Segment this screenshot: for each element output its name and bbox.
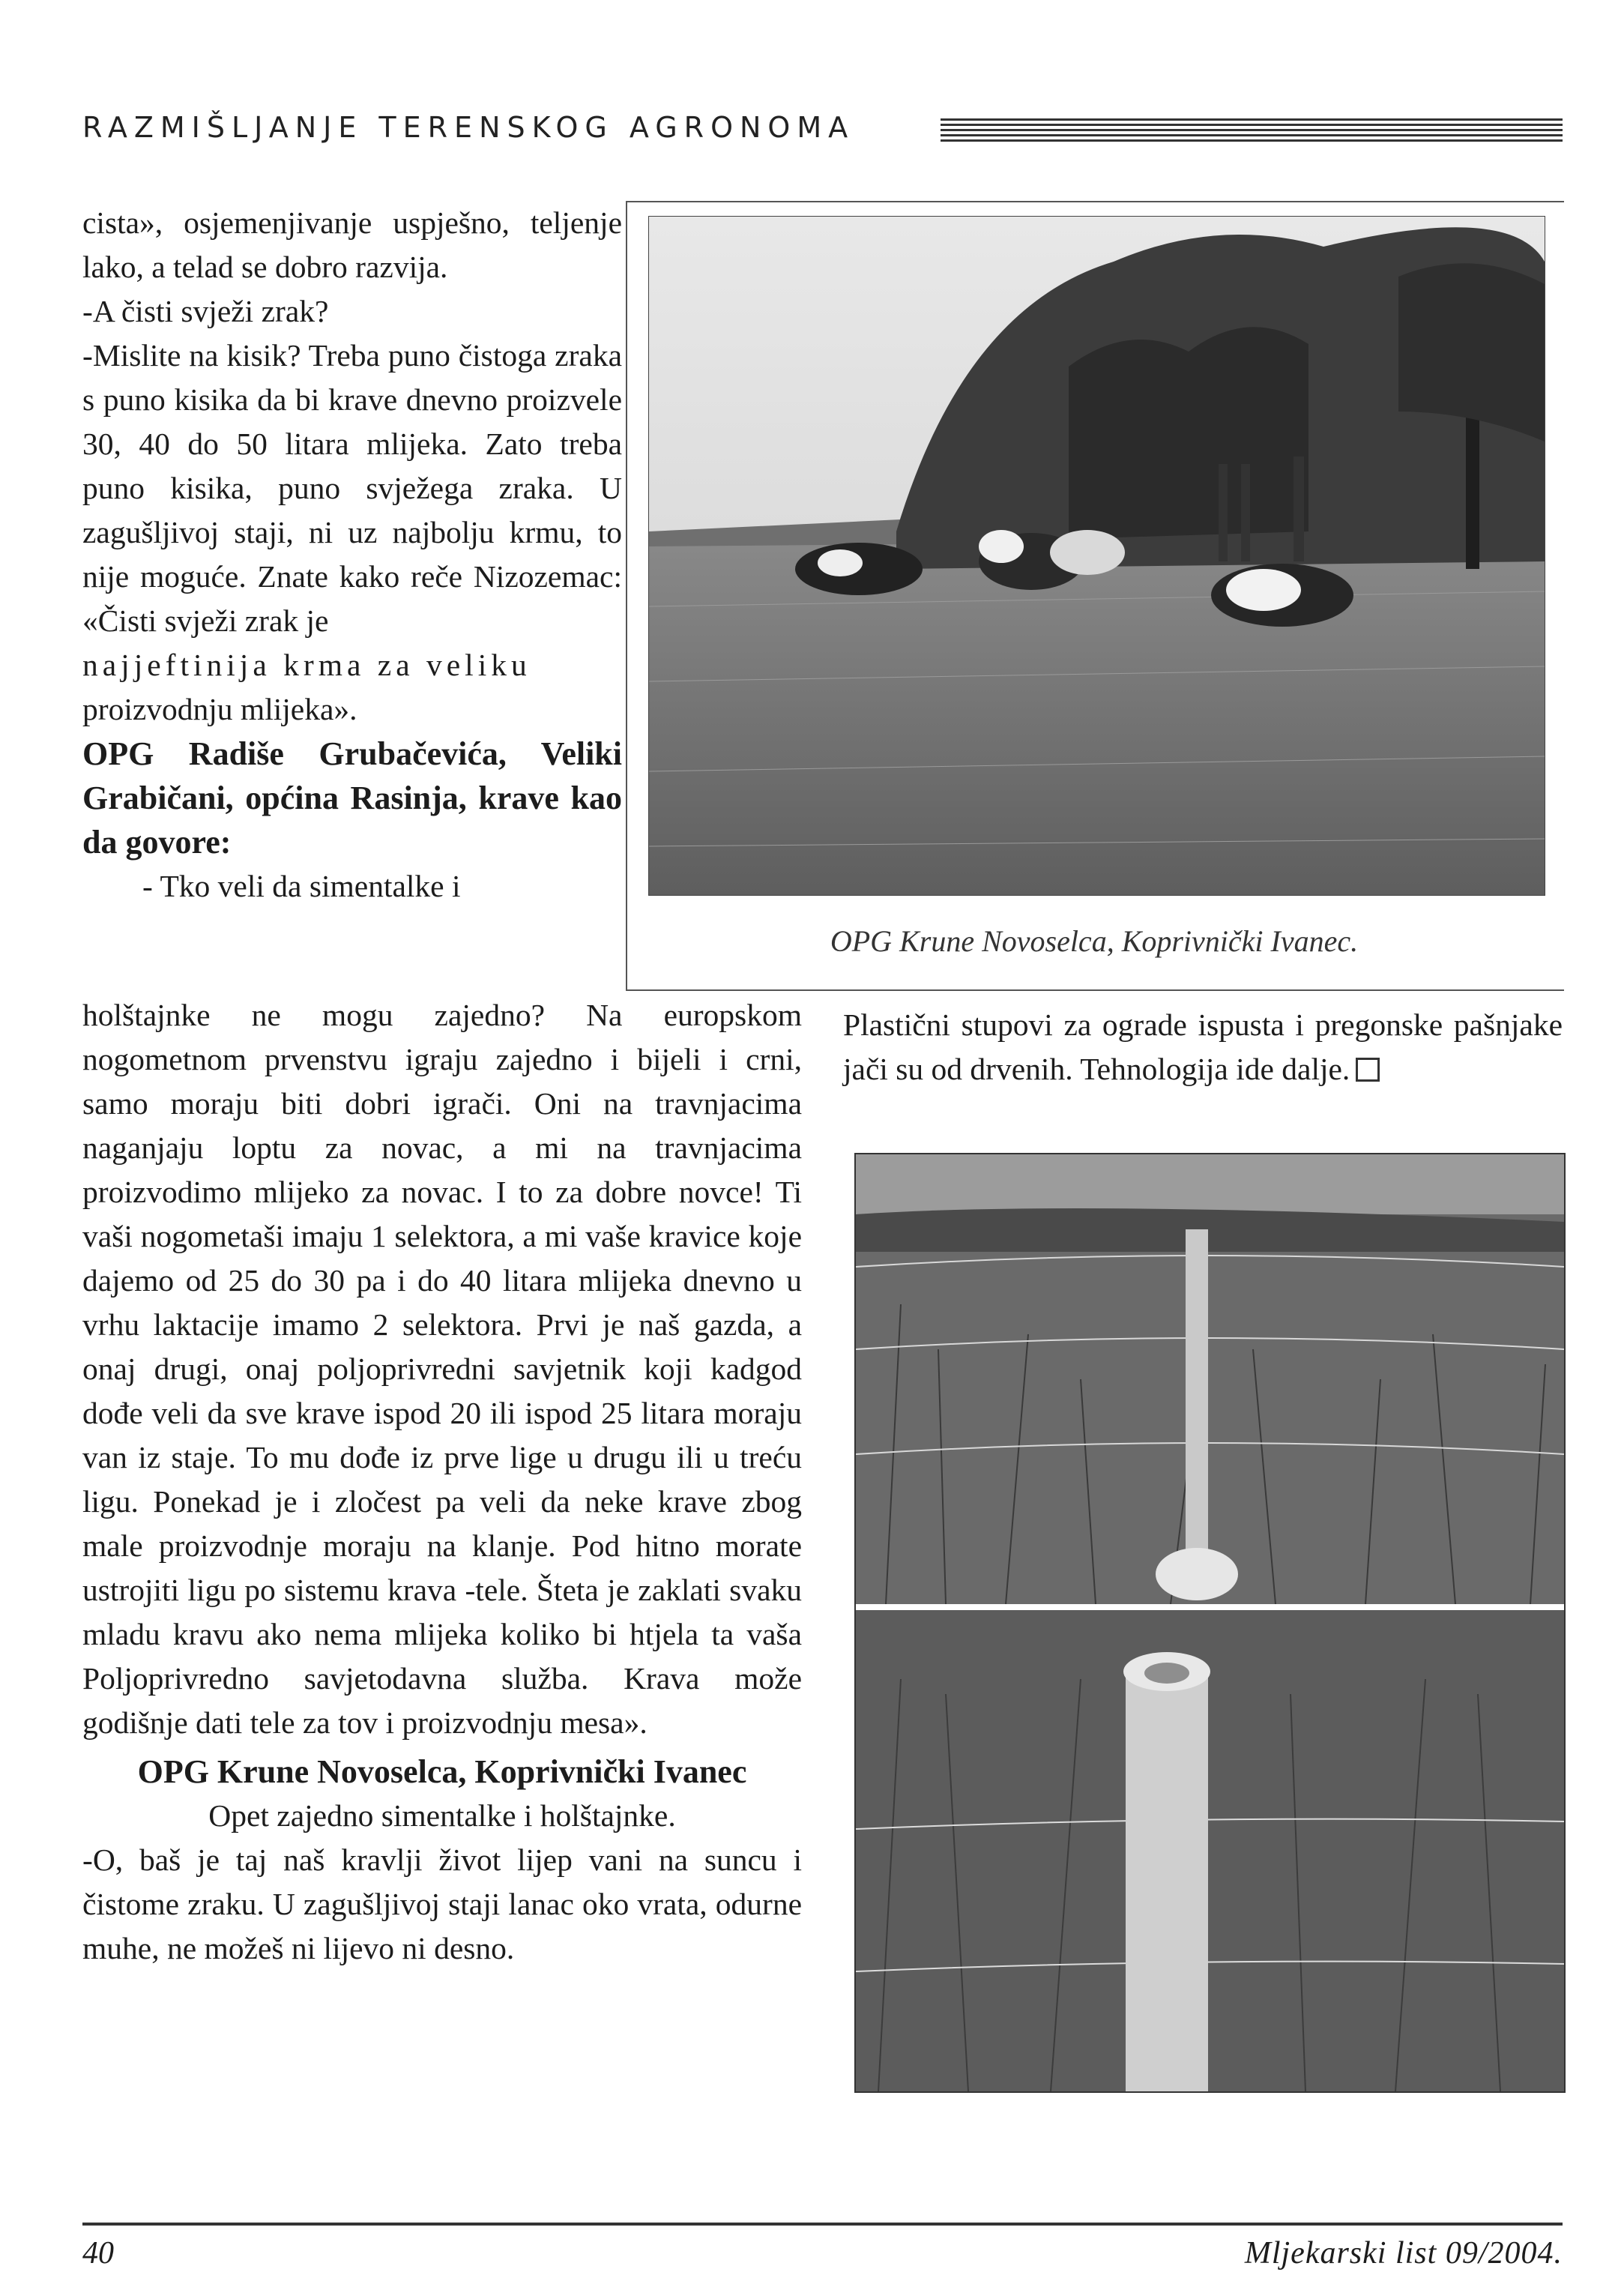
fence-posts-photo bbox=[854, 1153, 1566, 2093]
cows-pasture-photo bbox=[648, 216, 1545, 896]
footer-rule bbox=[82, 2223, 1563, 2226]
text-column-right bbox=[843, 1003, 1563, 1091]
figure-caption: OPG Krune Novoselca, Koprivnički Ivanec. bbox=[830, 924, 1359, 958]
section-heading: OPG Krune Novoselca, Koprivnički Ivanec bbox=[137, 1753, 747, 1790]
paragraph: Opet zajedno simentalke i holštajnke. bbox=[208, 1798, 676, 1833]
paragraph-text: Plastični stupovi za ograde ispusta i pregonske pašnjake jači su od drvenih. Tehnologija ide dalje. bbox=[843, 1007, 1563, 1086]
journal-issue: Mljekarski list 09/2004. bbox=[1244, 2236, 1563, 2271]
cows-pasture-image bbox=[649, 217, 1545, 895]
paragraph: -A čisti svježi zrak? bbox=[82, 294, 329, 328]
paragraph bbox=[843, 1003, 1563, 1091]
running-header: RAZMIŠLJANJE TERENSKOG AGRONOMA bbox=[82, 111, 855, 144]
paragraph: proizvodnju mlijeka». bbox=[82, 692, 357, 726]
text-column-bottom bbox=[82, 993, 802, 1971]
end-mark-icon bbox=[1356, 1058, 1380, 1082]
fence-posts-image bbox=[856, 1154, 1564, 2091]
paragraph: -O, baš je taj naš kravlji život lijep vani na suncu i čistome zraku. U zagušljivoj staji lanac oko vrata, odurne muhe, ne možeš ni lijevo ni desno. bbox=[82, 1842, 802, 1965]
paragraph: holštajnke ne mogu zajedno? Na europskom nogometnom prvenstvu igraju zajedno i bijeli i crni, samo moraju biti dobri igrači. Oni na travnjacima naganjaju loptu za novac, a mi na travnjacima proizvodimo mlijeko za novac. I to za dobre novce! Ti vaši nogometaši imaju 1 selektora, a mi vaše kravice koje dajemo od 25 do 30 pa i do 40 litara mlijeka dnevno u vrhu laktacije imamo 2 selektora. Prvi je naš gazda, a onaj drugi, onaj poljoprivredni savjetnik koji kadgod dođe veli da sve krave ispod 20 ili ispod 25 litara moraju van iz staje. To mu dođe iz prve lige u drugu ili u treću ligu. Ponekad je i zločest pa veli da neke krave zbog male proizvodnje moraju na klanje. Pod hitno morate ustrojiti ligu po sistemu krava -tele. Šteta je zaklati svaku mladu kravu ako nema mlijeka koliko bi htjela ta vaša Poljoprivredno savjetodavna služba. Krava može godišnje dati tele za tov i proizvodnju mesa». bbox=[82, 998, 802, 1740]
section-heading: OPG Radiše Grubačevića, Veliki Grabičani, općina Rasinja, krave kao da govore: bbox=[82, 735, 622, 861]
paragraph: - Tko veli da simentalke i bbox=[142, 869, 461, 903]
paragraph: -Mislite na kisik? Treba puno čistoga zraka s puno kisika da bi krave dnevno proizvele 30, 40 do 50 litara mlijeka. Zato treba puno kisika, puno svježega zraka. U zagušljivoj staji, ni uz najbolju krmu, to nije moguće. Znate kako reče Nizozemac: «Čisti svježi zrak je bbox=[82, 338, 622, 638]
paragraph: cista», osjemenjivanje uspješno, teljenje lako, a telad se dobro razvija. bbox=[82, 205, 622, 284]
text-column-top bbox=[82, 201, 622, 909]
paragraph: najjeftinija krma za veliku bbox=[82, 648, 531, 682]
header-rule bbox=[941, 118, 1563, 142]
page-number: 40 bbox=[82, 2236, 114, 2271]
